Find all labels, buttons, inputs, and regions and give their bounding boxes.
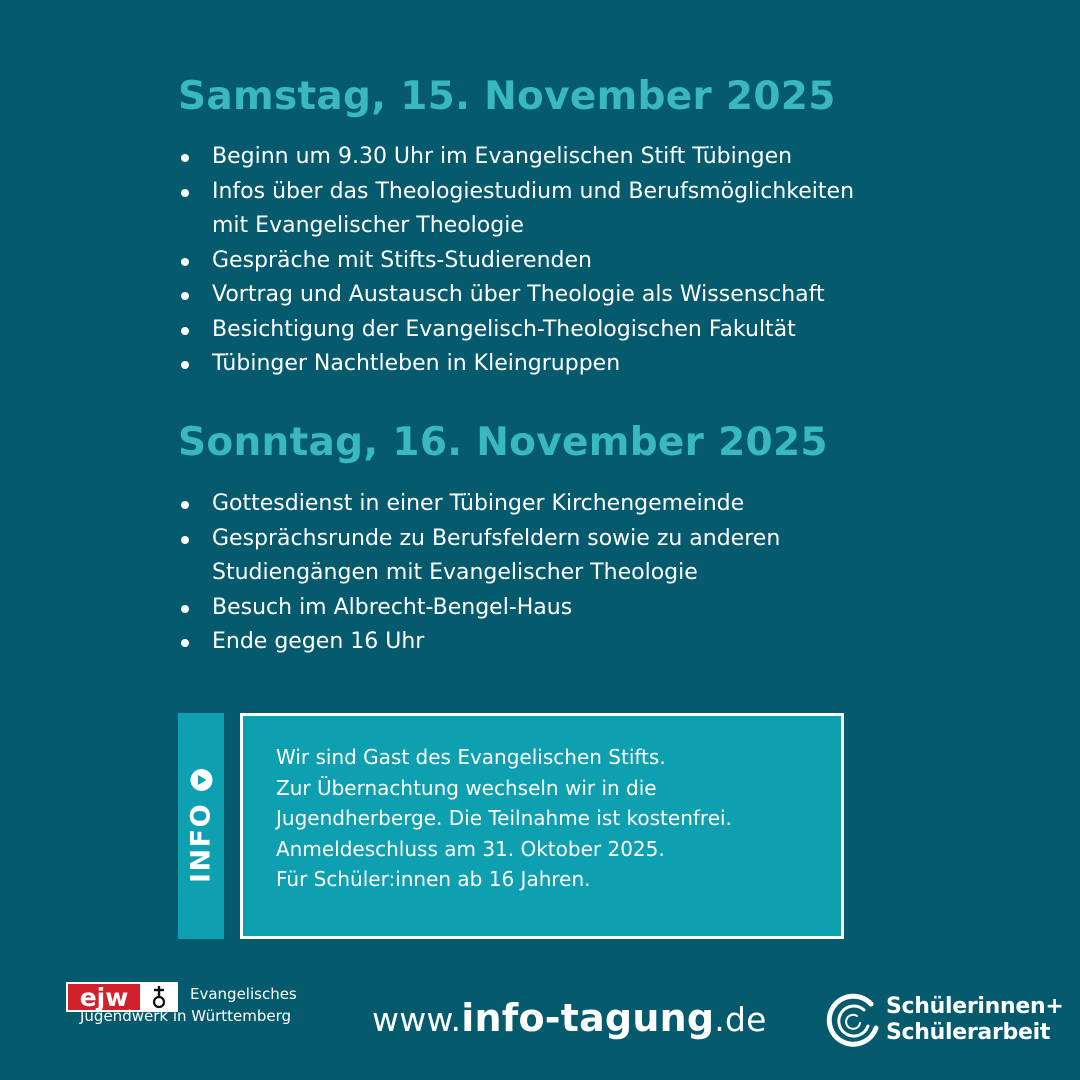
info-line: Jugendherberge. Die Teilnahme ist kostenfrei. — [276, 806, 732, 830]
bullet-dot-icon — [181, 605, 189, 613]
info-panel — [240, 713, 844, 939]
bullet-dot-icon — [181, 501, 189, 509]
ejw-logo — [66, 982, 306, 1048]
info-tab — [178, 713, 224, 939]
saturday-program-item — [180, 175, 1000, 244]
saturday-program-item — [180, 244, 1000, 279]
info-label: INFO — [185, 802, 217, 884]
website-domain: info-tagung — [461, 996, 715, 1040]
info-line: Für Schüler:innen ab 16 Jahren. — [276, 867, 591, 891]
saturday-program-list — [180, 140, 1000, 382]
info-line: Zur Übernachtung wechseln wir in die — [276, 775, 657, 800]
play-circle-icon — [190, 769, 212, 791]
info-line: Anmeldeschluss am 31. Oktober 2025. — [276, 836, 665, 861]
info-line: Wir sind Gast des Evangelischen Stifts. — [276, 745, 666, 769]
website-prefix: www. — [372, 1000, 462, 1039]
info-text — [276, 742, 732, 895]
schuelerarbeit-line-2: Schülerarbeit — [886, 1020, 1051, 1045]
schuelerarbeit-line-1: Schülerinnen+ — [886, 994, 1064, 1019]
bullet-dot-icon — [181, 361, 189, 369]
saturday-program-item-text: Vortrag und Austausch über Theologie als Wissenschaft — [212, 282, 825, 307]
ejw-name-line-1: Evangelisches — [190, 985, 297, 1003]
bullet-dot-icon — [181, 327, 189, 335]
sunday-program-item-text: Gesprächsrunde zu Berufsfeldern sowie zu anderen Studiengängen mit Evangelischer Theologie — [212, 525, 781, 585]
sunday-program-item-text: Gottesdienst in einer Tübinger Kirchengemeinde — [212, 491, 745, 516]
saturday-program-item-text: Gespräche mit Stifts-Studierenden — [212, 247, 592, 273]
bullet-dot-icon — [181, 189, 189, 197]
saturday-program-item — [180, 278, 1000, 313]
bullet-dot-icon — [181, 639, 189, 647]
bullet-dot-icon — [181, 292, 189, 300]
sunday-program-item — [180, 591, 1000, 626]
saturday-heading: Samstag, 15. November 2025 — [178, 74, 836, 119]
sunday-program-item — [180, 522, 1000, 591]
saturday-program-item-text: Beginn um 9.30 Uhr im Evangelischen Stift Tübingen — [212, 144, 793, 169]
website-suffix: .de — [714, 1000, 767, 1039]
sunday-program-item — [180, 487, 1000, 522]
saturday-program-item-text: Infos über das Theologiestudium und Berufsmöglichkeiten mit Evangelischer Theologie — [212, 178, 855, 238]
ejw-badge-text: ejw — [66, 982, 140, 1012]
website-link[interactable] — [372, 996, 767, 1040]
saturday-program-item — [180, 140, 1000, 175]
swirl-icon — [824, 992, 882, 1050]
saturday-program-item — [180, 347, 1000, 382]
sunday-program-item-text: Ende gegen 16 Uhr — [212, 629, 425, 654]
sunday-program-item-text: Besuch im Albrecht-Bengel-Haus — [212, 594, 573, 620]
bullet-dot-icon — [181, 536, 189, 544]
schuelerarbeit-logo — [824, 990, 1064, 1054]
sunday-program-list — [180, 487, 1000, 660]
bullet-dot-icon — [181, 258, 189, 266]
saturday-program-item-text: Besichtigung der Evangelisch-Theologischen Fakultät — [212, 316, 796, 342]
bullet-dot-icon — [181, 154, 189, 162]
ejw-name-line-2: Jugendwerk in Württemberg — [80, 1007, 292, 1025]
sunday-program-item — [180, 625, 1000, 660]
sunday-heading: Sonntag, 16. November 2025 — [178, 420, 828, 465]
saturday-program-item-text: Tübinger Nachtleben in Kleingruppen — [212, 351, 621, 376]
saturday-program-item — [180, 313, 1000, 348]
